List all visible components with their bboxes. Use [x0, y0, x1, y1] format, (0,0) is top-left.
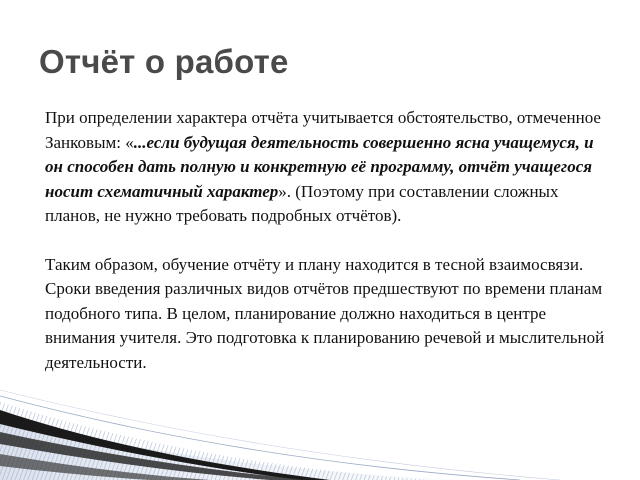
slide-body — [45, 106, 615, 375]
corner-swoosh-decoration — [0, 380, 640, 480]
page-title: Отчёт о работе — [39, 43, 289, 80]
paragraph-2: Таким образом, обучение отчёту и плану находится в тесной взаимосвязи. Сроки введения различных видов отчётов предшествуют по времени планам подобного типа. В целом, планирование должно находиться в центре внимания учителя. Это подготовка к планированию речевой и мыслительной деятельности. — [45, 254, 605, 372]
paragraph-1-lead: При определении характера отчёта учитывается обстоятельство, отмеченное Занковым: « — [45, 108, 601, 152]
paragraph-1 — [45, 106, 615, 229]
paragraph-1-tail: ». (Поэтому при составлении сложных планов, не нужно требовать подробных отчётов). — [45, 181, 559, 225]
zankov-quote: ...если будущая деятельность совершенно ясна учащемуся, и он способен дать полную и конкретную её программу, отчёт учащегося носит схематичный характер — [45, 132, 594, 201]
